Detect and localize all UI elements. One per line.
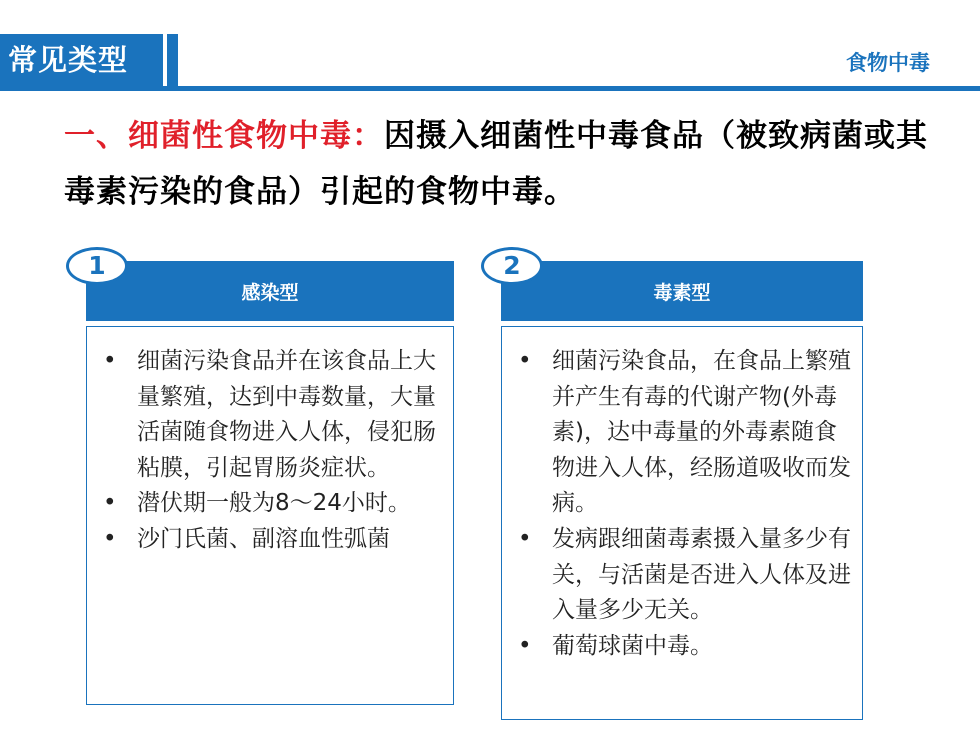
card-body (86, 326, 454, 705)
list-item: • 发病跟细菌毒素摄入量多少有关，与活菌是否进入人体及进入量多少无关。 (552, 522, 852, 629)
headline (64, 108, 934, 220)
header-divider (0, 86, 980, 91)
card-title: 毒素型 (501, 261, 863, 321)
bullet-list (87, 327, 453, 558)
list-item: • 沙门氏菌、副溶血性弧菌 (137, 522, 443, 558)
topic-label: 食物中毒 (846, 51, 930, 75)
list-item: • 细菌污染食品并在该食品上大量繁殖，达到中毒数量，大量活菌随食物进入人体，侵犯肠粘膜，引起胃肠炎症状。 (137, 344, 443, 486)
card-title: 感染型 (86, 261, 454, 321)
card-body (501, 326, 863, 720)
card-number-badge: 2 (481, 247, 543, 285)
headline-accent: 一、细菌性食物中毒： (64, 118, 384, 154)
section-tag-bar (167, 34, 178, 86)
bullet-list (502, 327, 862, 664)
section-tag: 常见类型 (0, 34, 163, 86)
list-item: • 潜伏期一般为8～24小时。 (137, 486, 443, 522)
card-number-badge: 1 (66, 247, 128, 285)
list-item: • 细菌污染食品，在食品上繁殖并产生有毒的代谢产物(外毒素)，达中毒量的外毒素随食物进入人体，经肠道吸收而发病。 (552, 344, 852, 522)
list-item: • 葡萄球菌中毒。 (552, 629, 852, 665)
headline-text: 因摄入细菌性中毒食品（被致病菌或其毒素污染的食品）引起的食物中毒。 (64, 118, 928, 210)
